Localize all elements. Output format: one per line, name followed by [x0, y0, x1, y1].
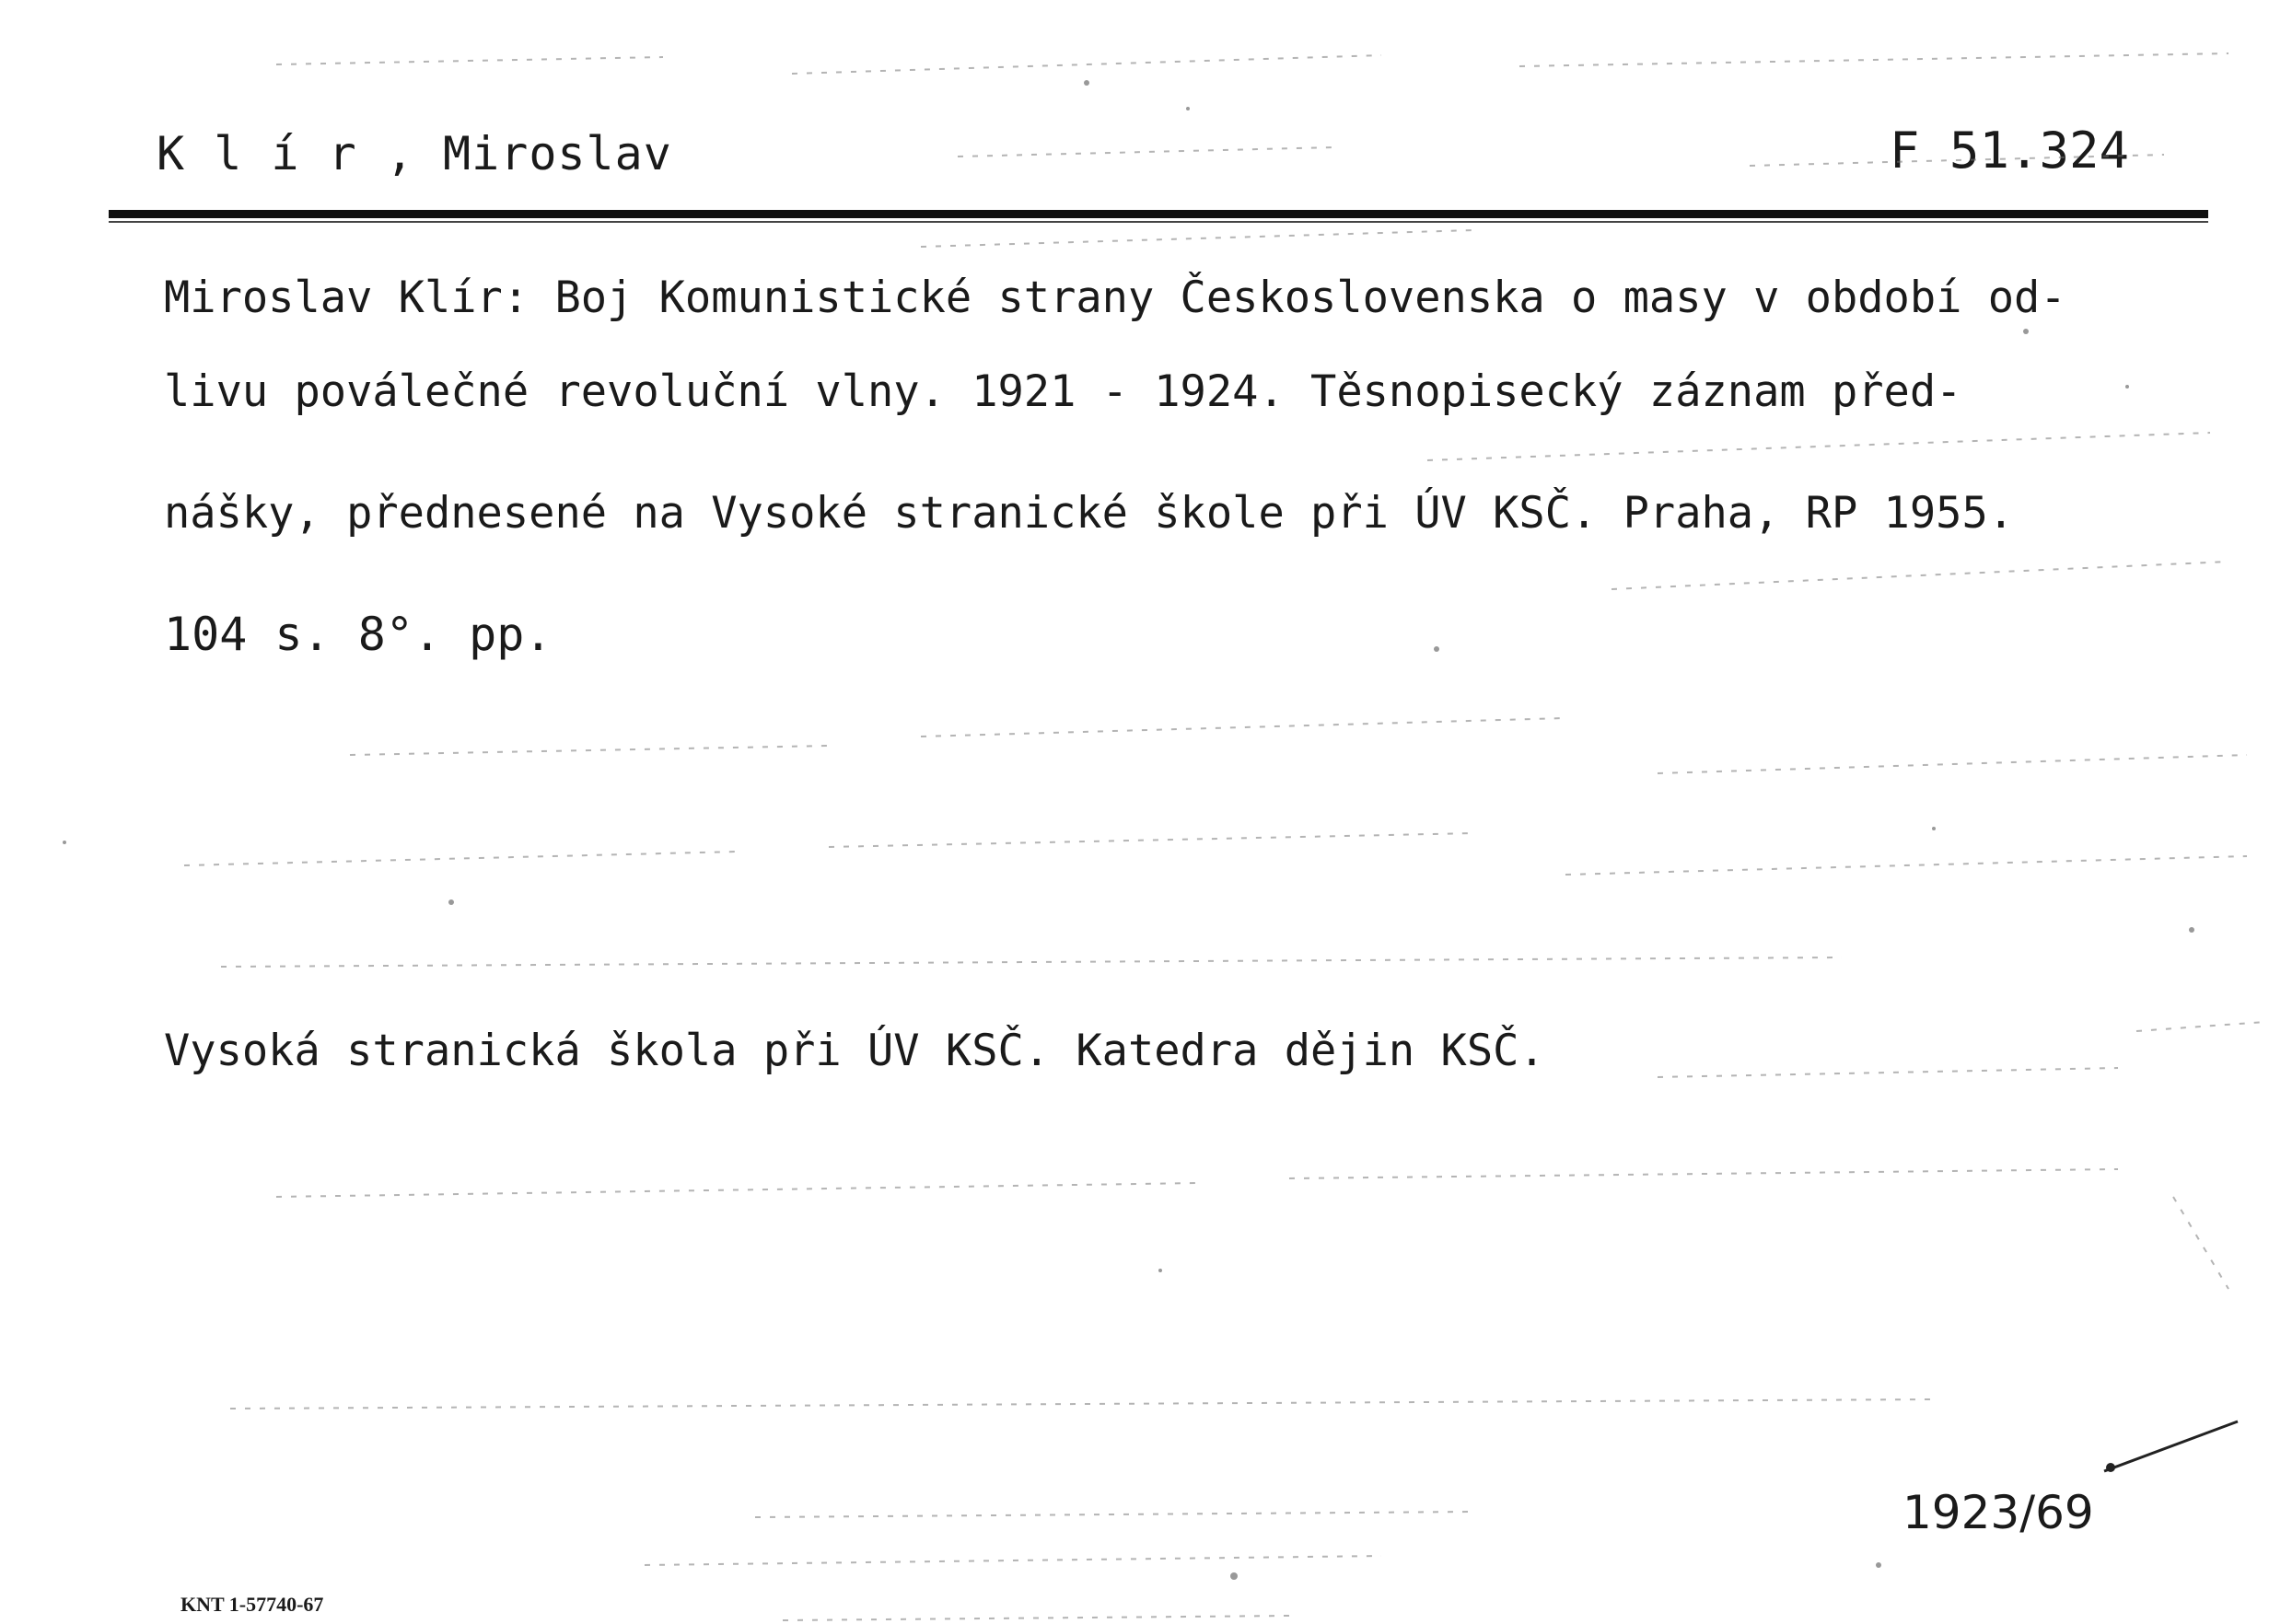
- accession-number: 1923/69: [1902, 1486, 2094, 1539]
- description-line: Miroslav Klír: Boj Komunistické strany Československa o masy v období od-: [164, 273, 2066, 323]
- institution-note: Vysoká stranická škola při ÚV KSČ. Katedra dějin KSČ.: [164, 1026, 1545, 1076]
- pen-mark: [2100, 1414, 2247, 1479]
- author-heading: K l í r , Miroslav: [157, 127, 672, 180]
- shelfmark: F 51.324: [1889, 122, 2129, 180]
- collation-line: 104 s. 8°. pp.: [164, 608, 553, 661]
- description-line: nášky, přednesené na Vysoké stranické škole při ÚV KSČ. Praha, RP 1955.: [164, 488, 2015, 539]
- heading-divider-shadow: [109, 221, 2208, 223]
- description-line: livu poválečné revoluční vlny. 1921 - 1924. Těsnopisecký záznam před-: [164, 366, 1962, 417]
- print-code: KNT 1-57740-67: [180, 1593, 324, 1616]
- heading-divider: [109, 210, 2208, 218]
